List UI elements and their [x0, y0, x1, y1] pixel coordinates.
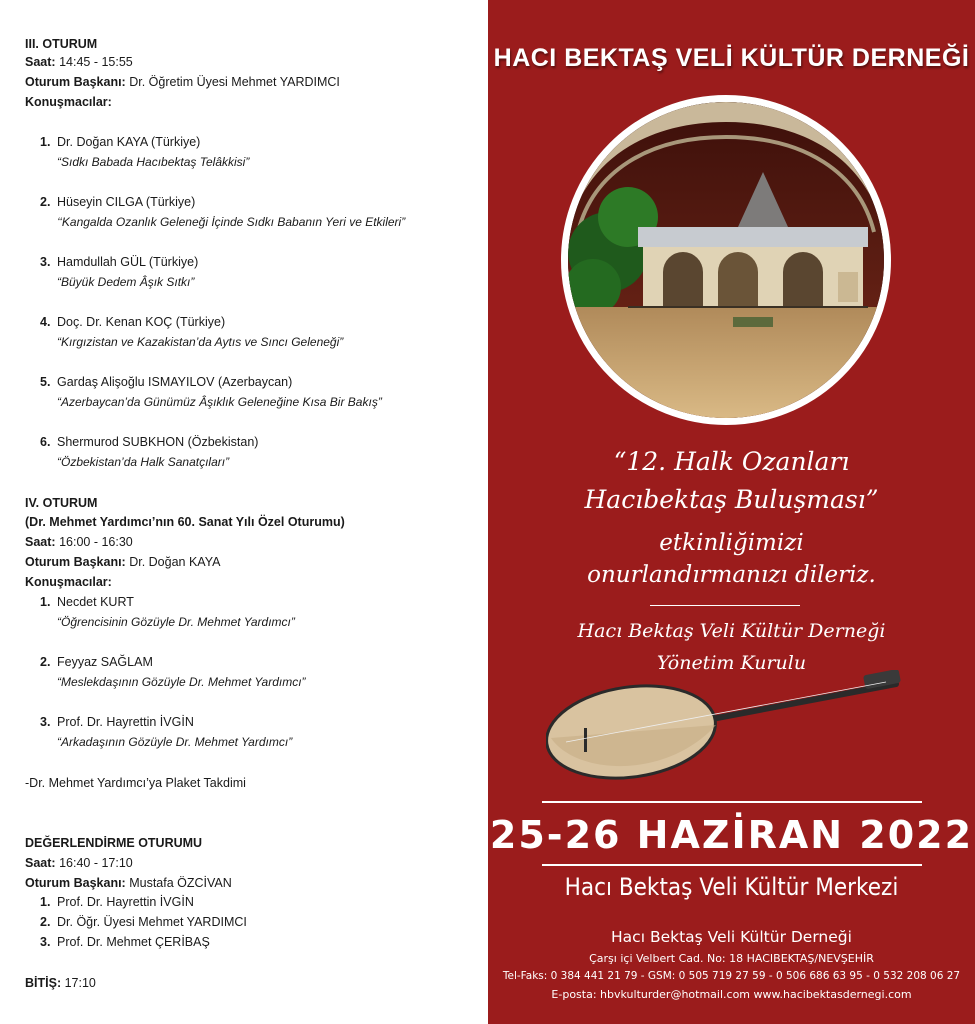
email-website: E-posta: hbvkulturder@hotmail.com www.hacibektasdernegi.com [551, 988, 912, 1001]
talk-title: “Arkadaşının Gözüyle Dr. Mehmet Yardımcı” [57, 735, 293, 749]
shrine-illustration [568, 102, 884, 418]
list-number: 1. [40, 895, 51, 909]
member-name: Prof. Dr. Mehmet ÇERİBAŞ [57, 935, 210, 949]
talk-title: ‘‘Kangalda Ozanlık Geleneği İçinde Sıdkı Babanın Yeri ve Etkileri” [57, 215, 406, 229]
speaker-name: Necdet KURT [57, 595, 134, 609]
talk-title: “Özbekistan’da Halk Sanatçıları” [57, 455, 230, 469]
invite-line-2: Hacıbektaş Buluşması” [584, 485, 879, 514]
phone-numbers: Tel-Faks: 0 384 441 21 79 - GSM: 0 505 719 27 59 - 0 506 686 63 95 - 0 532 208 06 27 [502, 970, 961, 982]
list-number: 3. [40, 935, 51, 949]
shrine-photo [561, 95, 891, 425]
talk-title: “Büyük Dedem Âşık Sıtkı” [57, 275, 195, 289]
list-number: 2. [40, 915, 51, 929]
speaker-name: Dr. Doğan KAYA (Türkiye) [57, 135, 201, 149]
list-number: 6. [40, 435, 51, 449]
plaque-ceremony: -Dr. Mehmet Yardımcı’ya Plaket Takdimi [25, 776, 246, 790]
end-time: BİTİŞ: 17:10 [25, 976, 96, 990]
session-3-chair: Oturum Başkanı: Dr. Öğretim Üyesi Mehmet YARDIMCI [25, 75, 340, 89]
list-number: 1. [40, 135, 51, 149]
session-3-speakers-label: Konuşmacılar: [25, 95, 112, 109]
address: Çarşı içi Velbert Cad. No: 18 HACIBEKTAŞ/NEVŞEHİR [589, 952, 874, 965]
session-4-time: Saat: 16:00 - 16:30 [25, 535, 133, 549]
organization-title: HACI BEKTAŞ VELİ KÜLTÜR DERNEĞİ [493, 44, 970, 72]
evaluation-heading: DEĞERLENDİRME OTURUMU [25, 836, 203, 850]
list-number: 5. [40, 375, 51, 389]
list-number: 4. [40, 315, 51, 329]
session-4-speakers-label: Konuşmacılar: [25, 575, 112, 589]
speaker-name: Doç. Dr. Kenan KOÇ (Türkiye) [57, 315, 226, 329]
evaluation-time: Saat: 16:40 - 17:10 [25, 856, 133, 870]
signature-line-2: Yönetim Kurulu [656, 652, 807, 674]
talk-title: “Meslekdaşının Gözüyle Dr. Mehmet Yardımcı” [57, 675, 306, 689]
baglama-icon [546, 670, 906, 790]
talk-title: “Azerbaycan’da Günümüz Âşıklık Geleneğine Kısa Bir Bakış” [57, 395, 382, 409]
footer-organization: Hacı Bektaş Veli Kültür Derneği [611, 928, 852, 946]
evaluation-chair: Oturum Başkanı: Mustafa ÖZCİVAN [25, 876, 232, 890]
invite-line-3: etkinliğimizi [659, 530, 804, 556]
speaker-name: Hamdullah GÜL (Türkiye) [57, 255, 199, 269]
divider-top [542, 801, 922, 803]
list-number: 3. [40, 715, 51, 729]
speaker-name: Gardaş Alişoğlu ISMAYILOV (Azerbaycan) [57, 375, 293, 389]
session-4-subheading: (Dr. Mehmet Yardımcı’nın 60. Sanat Yılı Özel Oturumu) [25, 515, 345, 529]
list-number: 1. [40, 595, 51, 609]
speaker-name: Prof. Dr. Hayrettin İVGİN [57, 715, 194, 729]
session-3-heading: III. OTURUM [25, 37, 98, 51]
cover-panel [488, 0, 975, 1024]
talk-title: “Öğrencisinin Gözüyle Dr. Mehmet Yardımcı” [57, 615, 295, 629]
session-4-heading: IV. OTURUM [25, 496, 98, 510]
event-date: 25-26 HAZİRAN 2022 [489, 813, 974, 857]
speaker-name: Hüseyin CILGA (Türkiye) [57, 195, 196, 209]
session-4-chair: Oturum Başkanı: Dr. Doğan KAYA [25, 555, 221, 569]
talk-title: “Kırgızistan ve Kazakistan’da Aytıs ve Sıncı Geleneği” [57, 335, 344, 349]
session-3-time: Saat: 14:45 - 15:55 [25, 55, 133, 69]
invite-line-1: “12. Halk Ozanları [613, 447, 850, 476]
divider-bottom [542, 864, 922, 866]
venue-name: Hacı Bektaş Veli Kültür Merkezi [564, 873, 899, 901]
list-number: 2. [40, 195, 51, 209]
member-name: Dr. Öğr. Üyesi Mehmet YARDIMCI [57, 915, 247, 929]
invite-line-4: onurlandırmanızı dileriz. [587, 562, 876, 588]
signature-line-1: Hacı Bektaş Veli Kültür Derneği [577, 620, 886, 642]
list-number: 2. [40, 655, 51, 669]
talk-title: “Sıdkı Babada Hacıbektaş Telâkkisi” [57, 155, 250, 169]
member-name: Prof. Dr. Hayrettin İVGİN [57, 895, 194, 909]
divider-short [650, 605, 800, 606]
speaker-name: Feyyaz SAĞLAM [57, 655, 153, 669]
speaker-name: Shermurod SUBKHON (Özbekistan) [57, 435, 259, 449]
list-number: 3. [40, 255, 51, 269]
